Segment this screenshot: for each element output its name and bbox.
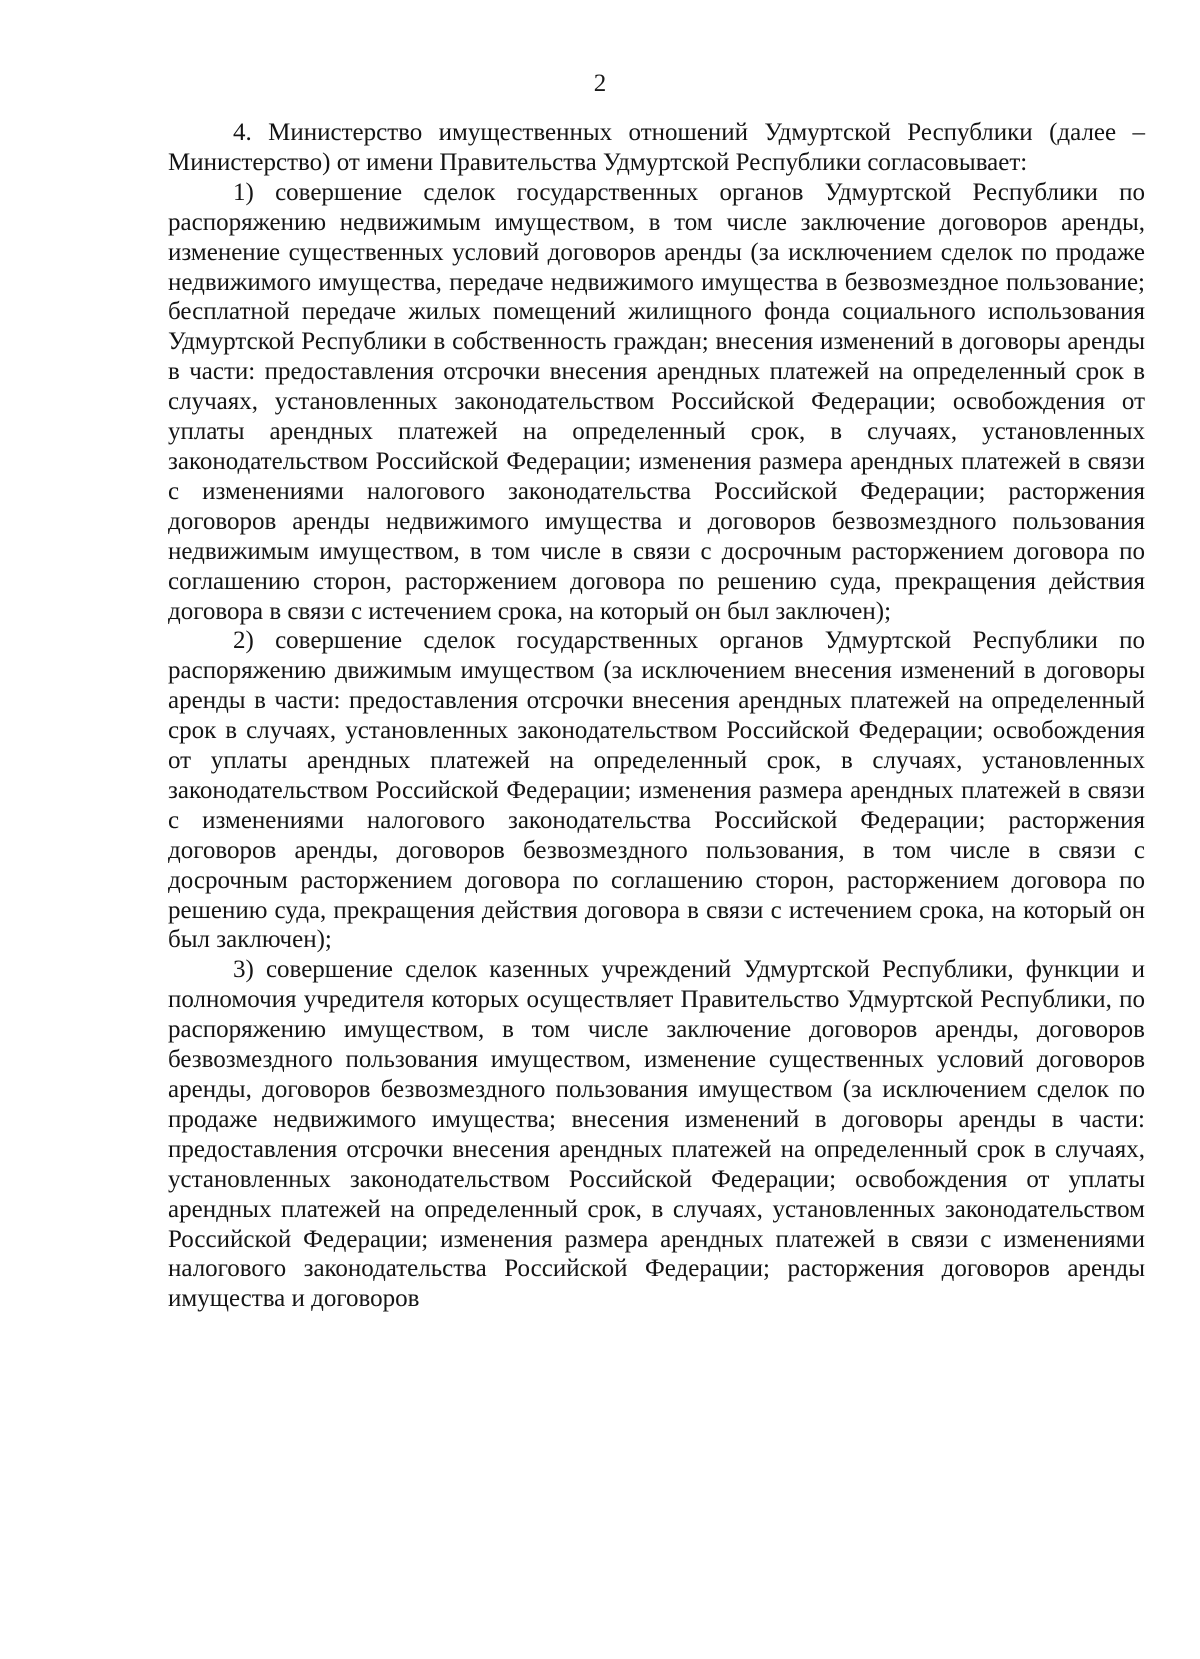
paragraph-subitem-1: 1) совершение сделок государственных органов Удмуртской Республики по распоряжению недвижимым имуществом, в том числе заключение договоров аренды, изменение существенных условий договоров аренды (за исключением сделок по продаже недвижимого имущества, передаче недвижимого имущества в безвозмездное пользование; бесплатной передаче жилых помещений жилищного фонда социального использования Удмуртской Республики в собственность граждан; внесения изменений в договоры аренды в части: предоставления отсрочки внесения арендных платежей на определенный срок в случаях, установленных законодательством Российской Федерации; освобождения от уплаты арендных платежей на определенный срок, в случаях, установленных законодательством Российской Федерации; изменения размера арендных платежей в связи с изменениями налогового законодательства Российской Федерации; расторжения договоров аренды недвижимого имущества и договоров безвозмездного пользования недвижимым имуществом, в том числе в связи с досрочным расторжением договора по соглашению сторон, расторжением договора по решению суда, прекращения действия договора в связи с истечением срока, на который он был заключен); <box>168 178 1145 625</box>
paragraph-subitem-2: 2) совершение сделок государственных органов Удмуртской Республики по распоряжению движимым имуществом (за исключением внесения изменений в договоры аренды в части: предоставления отсрочки внесения арендных платежей на определенный срок в случаях, установленных законодательством Российской Федерации; освобождения от уплаты арендных платежей на определенный срок, в случаях, установленных законодательством Российской Федерации; изменения размера арендных платежей в связи с изменениями налогового законодательства Российской Федерации; расторжения договоров аренды, договоров безвозмездного пользования, в том числе в связи с досрочным расторжением договора по соглашению сторон, расторжением договора по решению суда, прекращения действия договора в связи с истечением срока, на который он был заключен); <box>168 627 1145 954</box>
paragraph-item-4: 4. Министерство имущественных отношений Удмуртской Республики (далее – Министерство) от имени Правительства Удмуртской Республики согласовывает: <box>168 119 1145 176</box>
page-number: 2 <box>593 70 607 97</box>
document-body <box>168 118 1145 1314</box>
paragraph-subitem-3: 3) совершение сделок казенных учреждений Удмуртской Республики, функции и полномочия учредителя которых осуществляет Правительство Удмуртской Республики, по распоряжению имуществом, в том числе заключение договоров аренды, договоров безвозмездного пользования имуществом, изменение существенных условий договоров аренды, договоров безвозмездного пользования имуществом (за исключением сделок по продаже недвижимого имущества; внесения изменений в договоры аренды в части: предоставления отсрочки внесения арендных платежей на определенный срок в случаях, установленных законодательством Российской Федерации; освобождения от уплаты арендных платежей на определенный срок, в случаях, установленных законодательством Российской Федерации; изменения размера арендных платежей в связи с изменениями налогового законодательства Российской Федерации; расторжения договоров аренды имущества и договоров <box>168 956 1145 1313</box>
